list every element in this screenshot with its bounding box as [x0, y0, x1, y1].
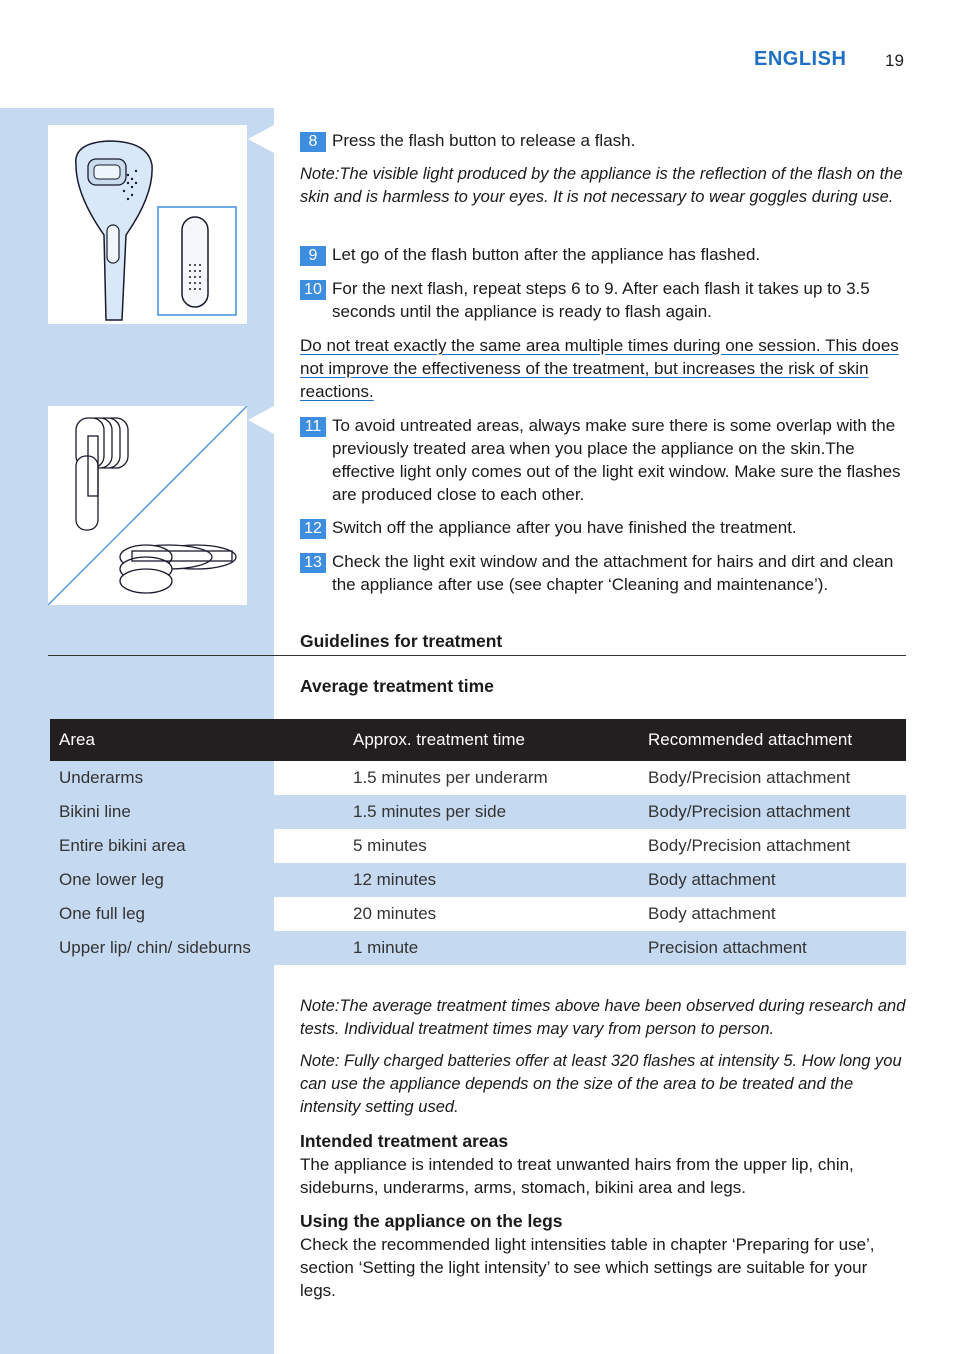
table-row — [50, 829, 906, 863]
legs-text: Check the recommended light intensities table in chapter ‘Preparing for use’, section ‘Setting the light intensity’ to see which settings are suitable for your legs. — [300, 1235, 875, 1300]
column-header: Area — [50, 719, 344, 761]
subsection-title: Average treatment time — [300, 676, 494, 696]
table-cell: Body/Precision attachment — [648, 836, 851, 855]
step-number-badge: 11 — [300, 417, 326, 437]
appliance-flash-illustration — [48, 125, 247, 324]
step-text: Check the light exit window and the attachment for hairs and dirt and clean the appliance after use (see chapter ‘Cleaning and maintenance’). — [332, 552, 894, 594]
column-header: Approx. treatment time — [344, 719, 639, 761]
treatment-time-table — [50, 719, 906, 965]
table-row — [50, 795, 906, 829]
step-text: For the next flash, repeat steps 6 to 9. After each flash it takes up to 3.5 seconds until the appliance is ready to flash again. — [332, 279, 870, 321]
step-number-badge: 13 — [300, 553, 326, 573]
table-cell: Precision attachment — [639, 931, 906, 965]
step-13 — [300, 550, 906, 594]
note-batteries: Note: Fully charged batteries offer at least 320 flashes at intensity 5. How long you can use the appliance depends on the size of the area to be treated and the intensity setting used. — [300, 1052, 902, 1116]
warning-text — [300, 334, 906, 403]
table-header-row — [50, 719, 906, 761]
table-row — [50, 863, 906, 897]
column-header: Recommended attachment — [639, 719, 906, 761]
table-cell: 1.5 minutes per side — [344, 795, 639, 829]
table-cell: Upper lip/ chin/ sideburns — [50, 931, 344, 965]
step-8 — [300, 129, 906, 152]
table-cell: Body attachment — [648, 904, 776, 923]
note-goggles: Note:The visible light produced by the appliance is the reflection of the flash on the skin and is harmless to your eyes. It is not necessary to wear goggles during use. — [300, 165, 903, 206]
table-cell: Underarms — [59, 768, 144, 787]
table-cell: 12 minutes — [344, 863, 639, 897]
step-text: Press the flash button to release a flash. — [332, 131, 636, 150]
table-row — [50, 931, 906, 965]
table-cell: 5 minutes — [353, 836, 427, 855]
step-number-badge: 8 — [300, 132, 326, 152]
note-treatment-times: Note:The average treatment times above have been observed during research and tests. Individual treatment times may vary from person to person. — [300, 997, 906, 1038]
step-text: Switch off the appliance after you have finished the treatment. — [332, 518, 797, 537]
overlap-areas-illustration — [48, 406, 247, 605]
table-cell: 1.5 minutes per underarm — [353, 768, 548, 787]
step-11 — [300, 414, 906, 504]
table-cell: 20 minutes — [353, 904, 437, 923]
step-number-badge: 9 — [300, 246, 326, 266]
illustration-pointer — [248, 406, 274, 434]
intended-areas-title: Intended treatment areas — [300, 1131, 509, 1151]
step-12 — [300, 516, 906, 539]
section-divider — [48, 655, 906, 656]
language-header: ENGLISH — [754, 48, 847, 70]
step-text: To avoid untreated areas, always make sure there is some overlap with the previously treated area when you place the appliance on the skin.The effective light only comes out of the light exit window. Make sure the flashes are produced close to each other. — [332, 416, 901, 504]
table-cell: Body attachment — [639, 863, 906, 897]
table-cell: Body/Precision attachment — [648, 768, 851, 787]
step-text: Let go of the flash button after the appliance has flashed. — [332, 245, 761, 264]
table-cell: One lower leg — [50, 863, 344, 897]
table-cell: Entire bikini area — [59, 836, 186, 855]
table-cell: One full leg — [59, 904, 145, 923]
intended-areas-text: The appliance is intended to treat unwanted hairs from the upper lip, chin, sideburns, underarms, arms, stomach, bikini area and legs. — [300, 1155, 854, 1197]
table-row — [50, 761, 906, 795]
page-number: 19 — [885, 51, 904, 70]
table-row — [50, 897, 906, 931]
step-9 — [300, 243, 906, 266]
table-cell: 1 minute — [344, 931, 639, 965]
step-number-badge: 10 — [300, 280, 326, 300]
table-cell: Bikini line — [50, 795, 344, 829]
legs-title: Using the appliance on the legs — [300, 1211, 563, 1231]
warning-underlined-text: Do not treat exactly the same area multiple times during one session. This does not improve the effectiveness of the treatment, but increases the risk of skin reactions. — [300, 336, 899, 401]
section-title: Guidelines for treatment — [300, 631, 503, 651]
step-10 — [300, 277, 906, 321]
step-number-badge: 12 — [300, 519, 326, 539]
illustration-pointer — [248, 125, 274, 153]
table-cell: Body/Precision attachment — [639, 795, 906, 829]
